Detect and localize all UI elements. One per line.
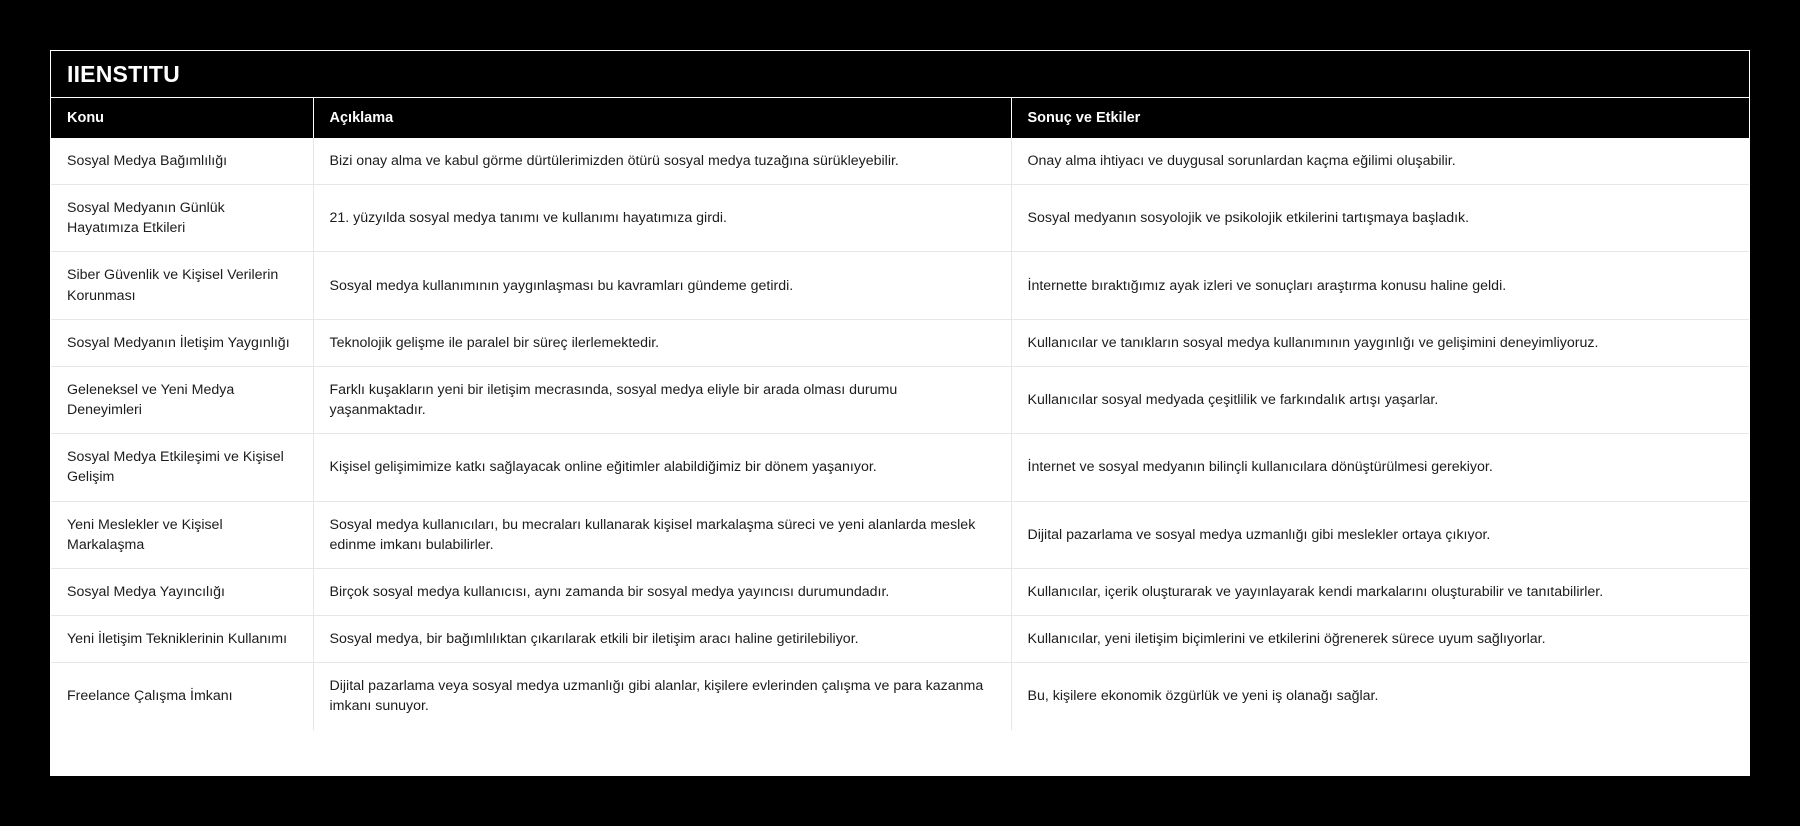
cell-aciklama: Bizi onay alma ve kabul görme dürtülerimizden ötürü sosyal medya tuzağına sürükleyebilir. <box>313 138 1011 185</box>
cell-aciklama: 21. yüzyılda sosyal medya tanımı ve kullanımı hayatımıza girdi. <box>313 185 1011 252</box>
cell-konu: Sosyal Medya Yayıncılığı <box>51 568 313 615</box>
table-row <box>51 185 1749 252</box>
cell-sonuc: Dijital pazarlama ve sosyal medya uzmanlığı gibi meslekler ortaya çıkıyor. <box>1011 501 1749 568</box>
table-row <box>51 663 1749 730</box>
table-row <box>51 501 1749 568</box>
cell-konu: Sosyal Medya Bağımlılığı <box>51 138 313 185</box>
table-header <box>51 98 1749 138</box>
cell-konu: Yeni İletişim Tekniklerinin Kullanımı <box>51 616 313 663</box>
table-row <box>51 138 1749 185</box>
cell-konu: Siber Güvenlik ve Kişisel Verilerin Korunması <box>51 252 313 319</box>
cell-aciklama: Farklı kuşakların yeni bir iletişim mecrasında, sosyal medya eliyle bir arada olması durumu yaşanmaktadır. <box>313 366 1011 433</box>
cell-konu: Sosyal Medya Etkileşimi ve Kişisel Gelişim <box>51 434 313 501</box>
cell-sonuc: Kullanıcılar sosyal medyada çeşitlilik ve farkındalık artışı yaşarlar. <box>1011 366 1749 433</box>
table-row <box>51 252 1749 319</box>
table-row <box>51 568 1749 615</box>
cell-sonuc: İnternet ve sosyal medyanın bilinçli kullanıcılara dönüştürülmesi gerekiyor. <box>1011 434 1749 501</box>
content-table <box>51 98 1749 730</box>
table-body <box>51 138 1749 730</box>
table-row <box>51 366 1749 433</box>
cell-aciklama: Birçok sosyal medya kullanıcısı, aynı zamanda bir sosyal medya yayıncısı durumundadır. <box>313 568 1011 615</box>
cell-konu: Sosyal Medyanın İletişim Yaygınlığı <box>51 319 313 366</box>
cell-aciklama: Kişisel gelişimimize katkı sağlayacak online eğitimler alabildiğimiz bir dönem yaşanıyor. <box>313 434 1011 501</box>
brand-title: IIENSTITU <box>67 60 180 87</box>
cell-aciklama: Dijital pazarlama veya sosyal medya uzmanlığı gibi alanlar, kişilere evlerinden çalışma ve para kazanma imkanı sunuyor. <box>313 663 1011 730</box>
cell-konu: Yeni Meslekler ve Kişisel Markalaşma <box>51 501 313 568</box>
cell-sonuc: Bu, kişilere ekonomik özgürlük ve yeni iş olanağı sağlar. <box>1011 663 1749 730</box>
cell-konu: Geleneksel ve Yeni Medya Deneyimleri <box>51 366 313 433</box>
table-header-row <box>51 98 1749 138</box>
cell-sonuc: İnternette bıraktığımız ayak izleri ve sonuçları araştırma konusu haline geldi. <box>1011 252 1749 319</box>
cell-sonuc: Kullanıcılar, yeni iletişim biçimlerini ve etkilerini öğrenerek sürece uyum sağlıyorlar. <box>1011 616 1749 663</box>
column-header-aciklama: Açıklama <box>313 98 1011 138</box>
table-row <box>51 319 1749 366</box>
cell-sonuc: Onay alma ihtiyacı ve duygusal sorunlardan kaçma eğilimi oluşabilir. <box>1011 138 1749 185</box>
table-card <box>50 50 1750 776</box>
cell-aciklama: Sosyal medya kullanıcıları, bu mecraları kullanarak kişisel markalaşma süreci ve yeni alanlarda meslek edinme imkanı bulabilirler. <box>313 501 1011 568</box>
column-header-sonuc: Sonuç ve Etkiler <box>1011 98 1749 138</box>
table-row <box>51 434 1749 501</box>
cell-konu: Sosyal Medyanın Günlük Hayatımıza Etkileri <box>51 185 313 252</box>
cell-aciklama: Teknolojik gelişme ile paralel bir süreç ilerlemektedir. <box>313 319 1011 366</box>
cell-sonuc: Sosyal medyanın sosyolojik ve psikolojik etkilerini tartışmaya başladık. <box>1011 185 1749 252</box>
cell-konu: Freelance Çalışma İmkanı <box>51 663 313 730</box>
cell-aciklama: Sosyal medya kullanımının yaygınlaşması bu kavramları gündeme getirdi. <box>313 252 1011 319</box>
cell-sonuc: Kullanıcılar ve tanıkların sosyal medya kullanımının yaygınlığı ve gelişimini deneyimliyoruz. <box>1011 319 1749 366</box>
brand-header <box>51 51 1749 98</box>
cell-aciklama: Sosyal medya, bir bağımlılıktan çıkarılarak etkili bir iletişim aracı haline getirilebiliyor. <box>313 616 1011 663</box>
column-header-konu: Konu <box>51 98 313 138</box>
cell-sonuc: Kullanıcılar, içerik oluşturarak ve yayınlayarak kendi markalarını oluşturabilir ve tanıtabilirler. <box>1011 568 1749 615</box>
table-row <box>51 616 1749 663</box>
